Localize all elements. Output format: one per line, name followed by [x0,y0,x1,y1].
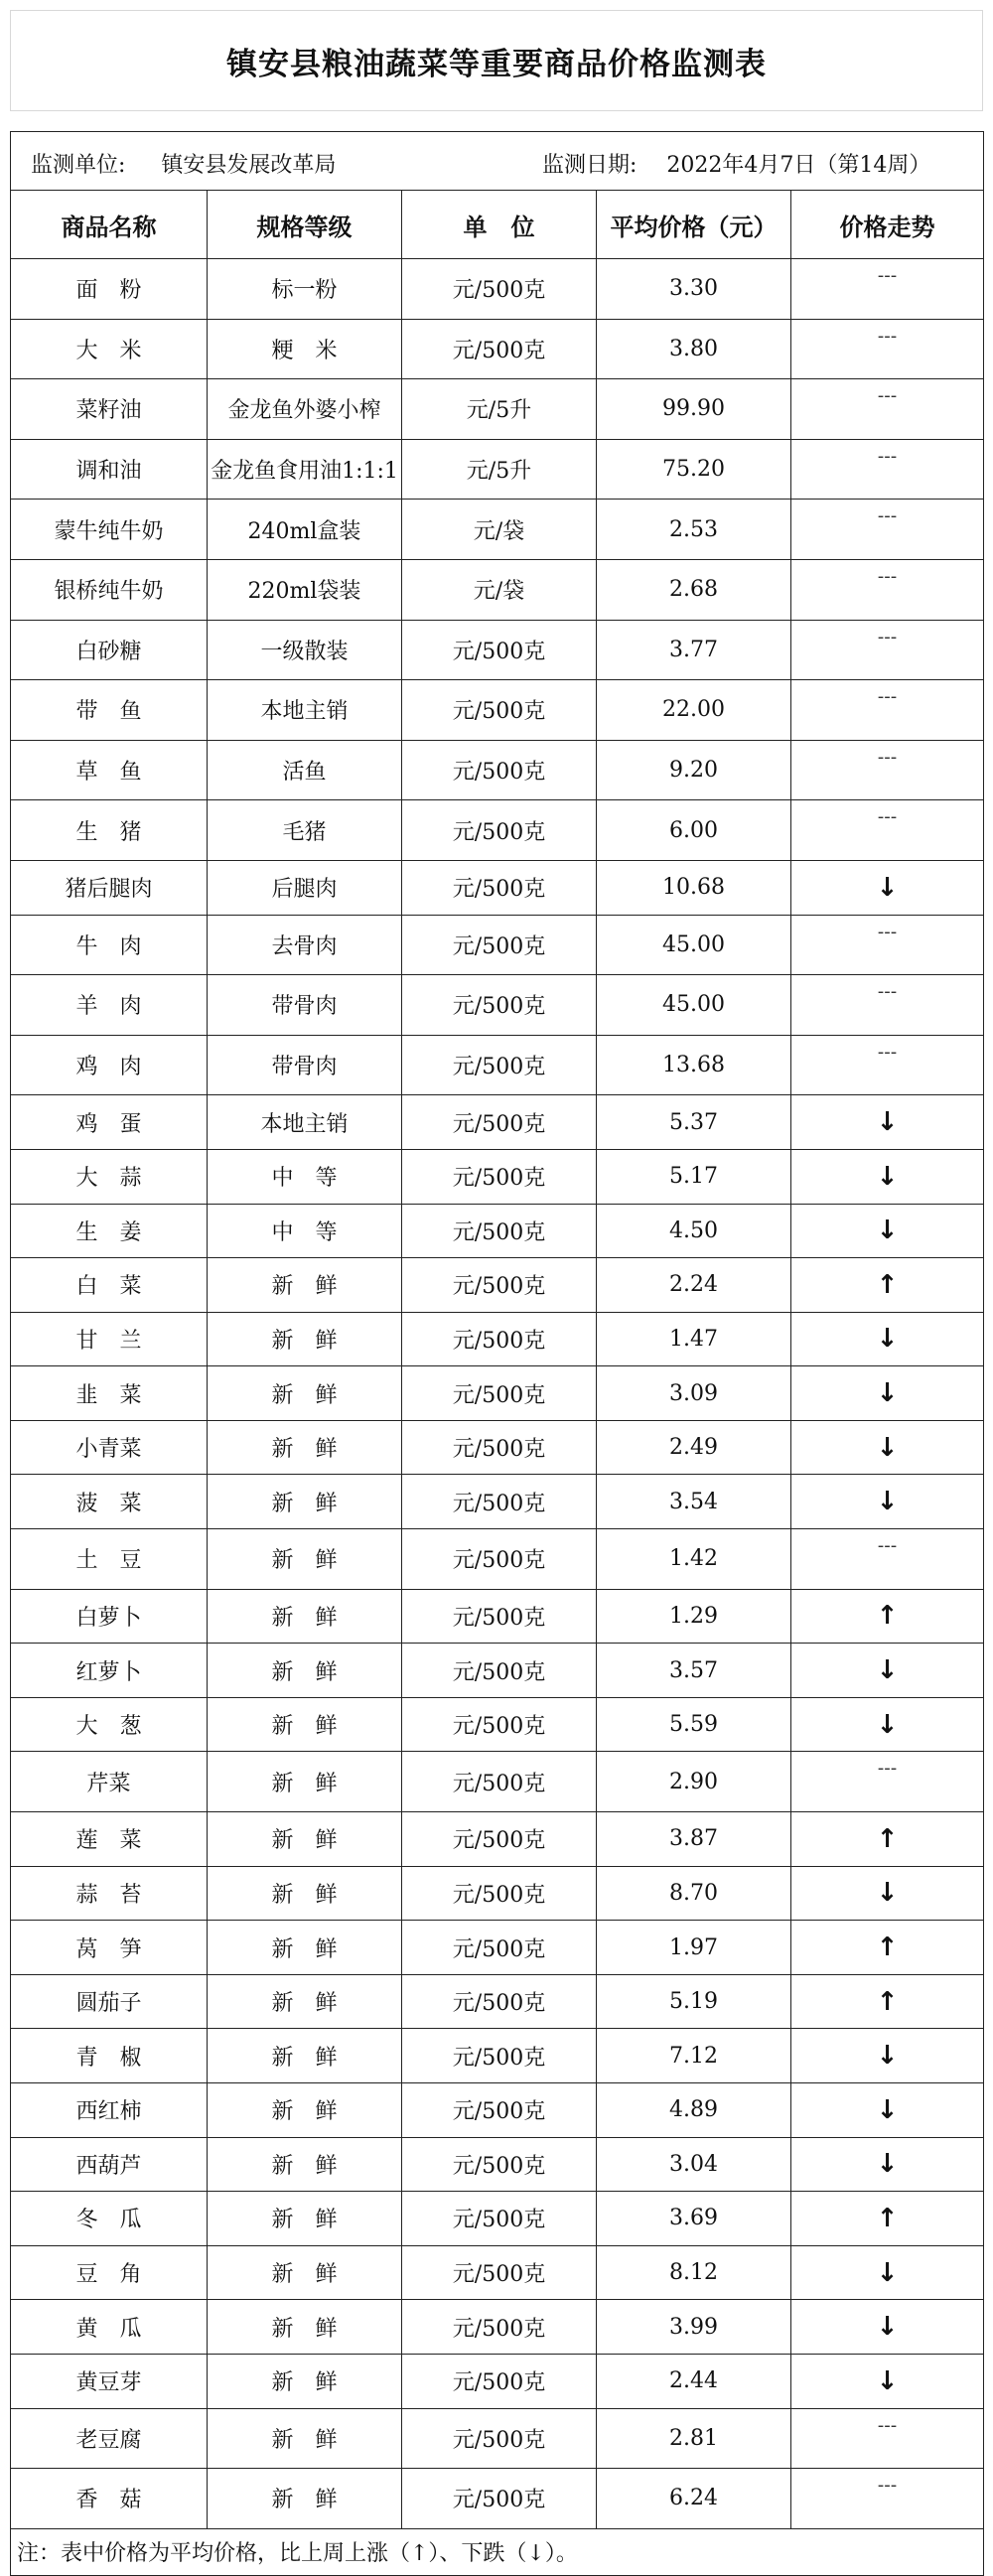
item-price: 2.68 [597,559,791,620]
price-sheet [10,10,983,2576]
item-spec: 新 鲜 [208,2083,402,2138]
item-spec: 新 鲜 [208,2354,402,2408]
item-name: 牛 肉 [11,915,208,975]
item-trend: ↓ [791,1475,984,1529]
item-price: 1.42 [597,1529,791,1590]
item-unit: 元/500克 [402,860,597,915]
item-trend: ↓ [791,2083,984,2138]
item-trend: ↑ [791,1974,984,2029]
item-spec: 本地主销 [208,1095,402,1150]
item-price: 10.68 [597,860,791,915]
item-spec: 带骨肉 [208,975,402,1036]
item-unit: 元/5升 [402,379,597,440]
item-unit: 元/500克 [402,2192,597,2246]
table-row [11,1312,984,1366]
item-name: 菜籽油 [11,379,208,440]
item-spec: 新 鲜 [208,1921,402,1975]
item-name: 银桥纯牛奶 [11,559,208,620]
item-name: 菠 菜 [11,1475,208,1529]
item-trend: --- [791,439,984,500]
item-unit: 元/500克 [402,2469,597,2529]
table-row [11,975,984,1036]
item-spec: 新 鲜 [208,1974,402,2029]
item-unit: 元/500克 [402,1035,597,1095]
item-name: 豆 角 [11,2245,208,2300]
item-unit: 元/500克 [402,1258,597,1313]
item-price: 99.90 [597,379,791,440]
item-price: 3.09 [597,1366,791,1421]
page-title: 镇安县粮油蔬菜等重要商品价格监测表 [10,10,983,111]
item-price: 3.87 [597,1812,791,1867]
item-trend: ↓ [791,2300,984,2355]
item-spec: 金龙鱼食用油1:1:1 [208,439,402,500]
item-price: 5.37 [597,1095,791,1150]
item-spec: 新 鲜 [208,2300,402,2355]
table-row [11,1366,984,1421]
item-unit: 元/5升 [402,439,597,500]
item-name: 西葫芦 [11,2137,208,2192]
item-unit: 元/500克 [402,2083,597,2138]
item-trend: ↓ [791,1866,984,1921]
table-row [11,1644,984,1698]
item-price: 3.80 [597,319,791,379]
item-unit: 元/500克 [402,2354,597,2408]
item-trend: --- [791,1529,984,1590]
item-price: 2.81 [597,2408,791,2469]
item-price: 45.00 [597,915,791,975]
item-trend: ↑ [791,2192,984,2246]
item-price: 5.59 [597,1697,791,1752]
item-price: 3.04 [597,2137,791,2192]
item-price: 7.12 [597,2029,791,2083]
item-price: 6.24 [597,2469,791,2529]
item-name: 西红柿 [11,2083,208,2138]
table-row [11,1420,984,1475]
item-price: 3.99 [597,2300,791,2355]
item-trend: --- [791,319,984,379]
item-name: 圆茄子 [11,1974,208,2029]
table-row [11,680,984,741]
item-trend: ↓ [791,2137,984,2192]
item-name: 鸡 蛋 [11,1095,208,1150]
item-spec: 新 鲜 [208,2137,402,2192]
item-name: 大 米 [11,319,208,379]
item-spec: 新 鲜 [208,1812,402,1867]
item-name: 小青菜 [11,1420,208,1475]
item-name: 黄 瓜 [11,2300,208,2355]
table-row [11,2300,984,2355]
table-header [11,191,984,259]
item-name: 甘 兰 [11,1312,208,1366]
item-name: 老豆腐 [11,2408,208,2469]
table-row [11,439,984,500]
item-unit: 元/500克 [402,1204,597,1258]
table-row [11,1589,984,1644]
table-row [11,559,984,620]
item-price: 4.89 [597,2083,791,2138]
item-trend: --- [791,1752,984,1812]
item-price: 5.19 [597,1974,791,2029]
item-price: 1.47 [597,1312,791,1366]
item-trend: ↑ [791,1812,984,1867]
item-trend: ↑ [791,1589,984,1644]
monitor-date [542,148,930,179]
item-spec: 新 鲜 [208,2029,402,2083]
item-unit: 元/袋 [402,559,597,620]
monitor-unit [31,148,336,179]
item-name: 生 姜 [11,1204,208,1258]
item-price: 1.29 [597,1589,791,1644]
item-spec: 新 鲜 [208,2469,402,2529]
item-unit: 元/500克 [402,2408,597,2469]
table-row [11,2137,984,2192]
table-row [11,500,984,560]
column-header-price: 平均价格（元） [597,191,791,259]
item-spec: 新 鲜 [208,1475,402,1529]
table-row [11,2245,984,2300]
table-row [11,2469,984,2529]
table-row [11,1204,984,1258]
item-trend: ↓ [791,1420,984,1475]
item-spec: 新 鲜 [208,1529,402,1590]
item-spec: 去骨肉 [208,915,402,975]
table-note: 注：表中价格为平均价格，比上周上涨（↑）、下跌（↓）。 [11,2528,984,2575]
table-row [11,1529,984,1590]
item-unit: 元/500克 [402,915,597,975]
item-trend: ↓ [791,2029,984,2083]
table-row [11,800,984,861]
item-unit: 元/500克 [402,2137,597,2192]
table-row [11,319,984,379]
item-spec: 后腿肉 [208,860,402,915]
item-name: 调和油 [11,439,208,500]
item-spec: 220ml袋装 [208,559,402,620]
table-row [11,2408,984,2469]
item-spec: 中 等 [208,1204,402,1258]
item-spec: 一级散装 [208,620,402,680]
item-spec: 新 鲜 [208,2192,402,2246]
item-name: 羊 肉 [11,975,208,1036]
item-name: 蒙牛纯牛奶 [11,500,208,560]
item-spec: 标一粉 [208,259,402,320]
item-unit: 元/500克 [402,1752,597,1812]
item-unit: 元/500克 [402,740,597,800]
table-row [11,1752,984,1812]
item-price: 75.20 [597,439,791,500]
table-row [11,259,984,320]
item-name: 白 菜 [11,1258,208,1313]
item-trend: ↓ [791,1312,984,1366]
item-trend: --- [791,680,984,741]
item-spec: 新 鲜 [208,1644,402,1698]
item-unit: 元/500克 [402,1866,597,1921]
info-row [11,132,984,191]
item-unit: 元/500克 [402,620,597,680]
item-unit: 元/500克 [402,1921,597,1975]
item-price: 1.97 [597,1921,791,1975]
item-price: 2.44 [597,2354,791,2408]
table-row [11,1812,984,1867]
item-spec: 新 鲜 [208,2408,402,2469]
item-unit: 元/500克 [402,1420,597,1475]
item-trend: ↑ [791,1258,984,1313]
item-price: 3.69 [597,2192,791,2246]
table-row [11,1475,984,1529]
item-unit: 元/500克 [402,1529,597,1590]
item-price: 9.20 [597,740,791,800]
table-row [11,1697,984,1752]
table-row [11,1035,984,1095]
table-row [11,620,984,680]
item-unit: 元/500克 [402,1589,597,1644]
table-body [11,259,984,2529]
item-trend: ↓ [791,1095,984,1150]
column-header-trend: 价格走势 [791,191,984,259]
item-unit: 元/500克 [402,1974,597,2029]
item-spec: 带骨肉 [208,1035,402,1095]
item-trend: --- [791,975,984,1036]
item-name: 红萝卜 [11,1644,208,1698]
item-price: 3.57 [597,1644,791,1698]
item-trend: ↑ [791,1921,984,1975]
item-unit: 元/500克 [402,1149,597,1204]
item-trend: ↓ [791,1644,984,1698]
item-trend: --- [791,1035,984,1095]
item-name: 韭 菜 [11,1366,208,1421]
item-spec: 中 等 [208,1149,402,1204]
item-name: 带 鱼 [11,680,208,741]
item-unit: 元/500克 [402,1095,597,1150]
table-row [11,1149,984,1204]
item-unit: 元/500克 [402,1812,597,1867]
item-price: 2.24 [597,1258,791,1313]
item-spec: 金龙鱼外婆小榨 [208,379,402,440]
item-spec: 新 鲜 [208,1420,402,1475]
item-spec: 新 鲜 [208,1752,402,1812]
item-price: 3.54 [597,1475,791,1529]
item-price: 3.77 [597,620,791,680]
item-price: 6.00 [597,800,791,861]
table-row [11,1866,984,1921]
item-trend: --- [791,915,984,975]
table-row [11,2192,984,2246]
item-unit: 元/500克 [402,259,597,320]
item-price: 2.53 [597,500,791,560]
item-name: 大 葱 [11,1697,208,1752]
monitor-unit-value: 镇安县发展改革局 [161,153,337,178]
item-price: 8.70 [597,1866,791,1921]
item-trend: ↓ [791,1149,984,1204]
item-unit: 元/500克 [402,800,597,861]
item-name: 蒜 苔 [11,1866,208,1921]
item-trend: ↓ [791,860,984,915]
column-header-spec: 规格等级 [208,191,402,259]
item-unit: 元/500克 [402,319,597,379]
table-row [11,1921,984,1975]
item-price: 13.68 [597,1035,791,1095]
item-name: 土 豆 [11,1529,208,1590]
price-table [10,131,984,2576]
table-row [11,2354,984,2408]
item-trend: ↓ [791,1697,984,1752]
table-row [11,1258,984,1313]
item-spec: 新 鲜 [208,1312,402,1366]
item-unit: 元/500克 [402,1697,597,1752]
item-unit: 元/500克 [402,680,597,741]
table-row [11,740,984,800]
item-spec: 新 鲜 [208,1258,402,1313]
item-trend: --- [791,2469,984,2529]
item-name: 草 鱼 [11,740,208,800]
item-price: 45.00 [597,975,791,1036]
item-name: 面 粉 [11,259,208,320]
item-trend: --- [791,259,984,320]
table-row [11,2083,984,2138]
table-row [11,860,984,915]
item-spec: 活鱼 [208,740,402,800]
item-unit: 元/500克 [402,975,597,1036]
item-unit: 元/500克 [402,1475,597,1529]
monitor-unit-label: 监测单位: [31,153,126,178]
item-trend: ↓ [791,2245,984,2300]
item-name: 莴 笋 [11,1921,208,1975]
item-price: 22.00 [597,680,791,741]
item-name: 冬 瓜 [11,2192,208,2246]
table-row [11,379,984,440]
item-spec: 粳 米 [208,319,402,379]
item-trend: --- [791,620,984,680]
item-name: 猪后腿肉 [11,860,208,915]
item-unit: 元/500克 [402,1644,597,1698]
item-spec: 新 鲜 [208,1697,402,1752]
item-trend: --- [791,379,984,440]
column-header-unit: 单 位 [402,191,597,259]
item-trend: ↓ [791,1366,984,1421]
item-price: 5.17 [597,1149,791,1204]
item-unit: 元/500克 [402,2029,597,2083]
item-spec: 240ml盒装 [208,500,402,560]
item-price: 4.50 [597,1204,791,1258]
item-unit: 元/袋 [402,500,597,560]
item-name: 白萝卜 [11,1589,208,1644]
item-price: 8.12 [597,2245,791,2300]
item-name: 黄豆芽 [11,2354,208,2408]
item-trend: --- [791,2408,984,2469]
item-trend: --- [791,559,984,620]
item-unit: 元/500克 [402,1366,597,1421]
item-unit: 元/500克 [402,2300,597,2355]
item-name: 芹菜 [11,1752,208,1812]
item-trend: ↓ [791,1204,984,1258]
item-trend: --- [791,740,984,800]
item-spec: 毛猪 [208,800,402,861]
table-row [11,1095,984,1150]
table-row [11,915,984,975]
item-name: 鸡 肉 [11,1035,208,1095]
monitor-date-value: 2022年4月7日（第14周） [666,153,931,178]
item-price: 3.30 [597,259,791,320]
item-trend: --- [791,500,984,560]
item-trend: --- [791,800,984,861]
item-name: 白砂糖 [11,620,208,680]
item-spec: 本地主销 [208,680,402,741]
item-unit: 元/500克 [402,2245,597,2300]
item-name: 大 蒜 [11,1149,208,1204]
note-row [11,2528,984,2575]
item-spec: 新 鲜 [208,1866,402,1921]
item-trend: ↓ [791,2354,984,2408]
item-spec: 新 鲜 [208,2245,402,2300]
item-name: 青 椒 [11,2029,208,2083]
item-unit: 元/500克 [402,1312,597,1366]
column-header-name: 商品名称 [11,191,208,259]
item-name: 香 菇 [11,2469,208,2529]
item-price: 2.49 [597,1420,791,1475]
item-name: 生 猪 [11,800,208,861]
item-spec: 新 鲜 [208,1589,402,1644]
item-price: 2.90 [597,1752,791,1812]
table-row [11,1974,984,2029]
table-row [11,2029,984,2083]
item-spec: 新 鲜 [208,1366,402,1421]
monitor-date-label: 监测日期: [542,153,638,178]
item-name: 莲 菜 [11,1812,208,1867]
